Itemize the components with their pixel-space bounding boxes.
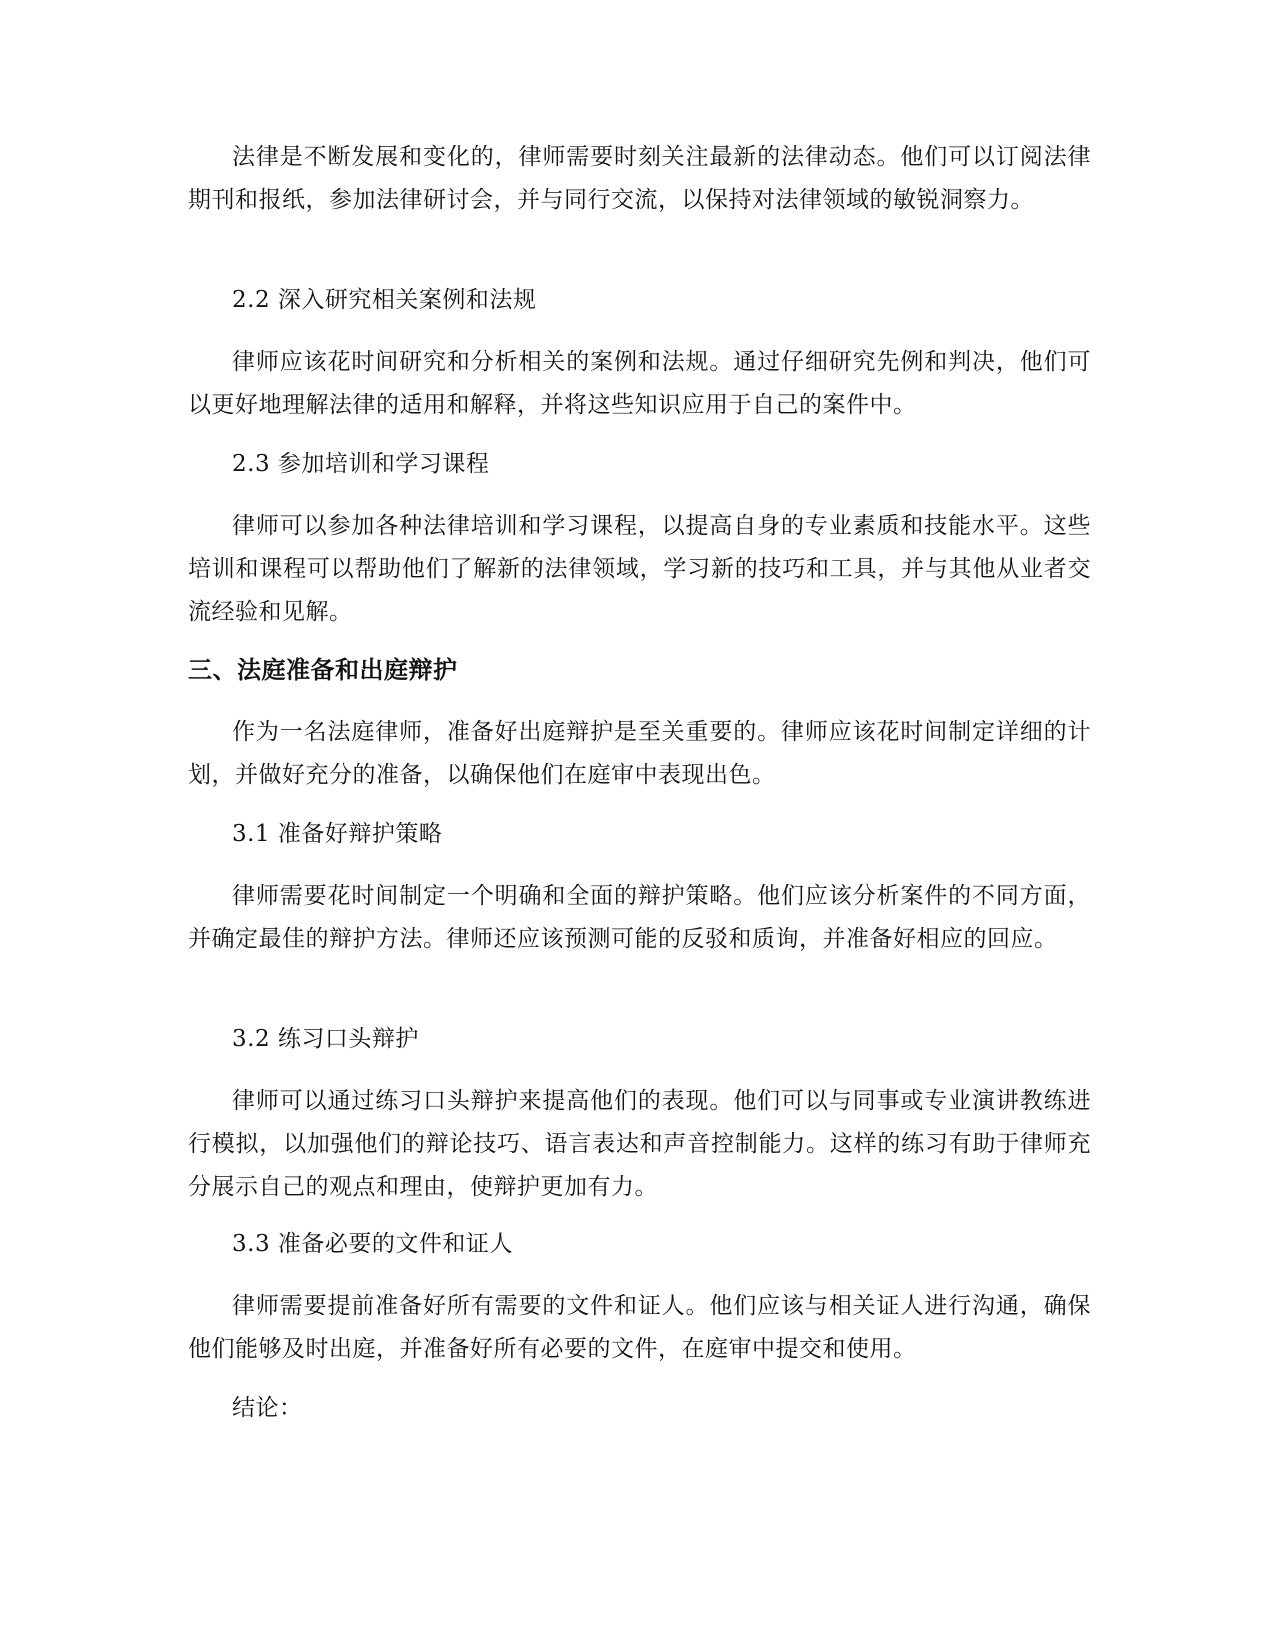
paragraph-documents-witnesses: 律师需要提前准备好所有需要的文件和证人。他们应该与相关证人进行沟通，确保他们能够及时出庭，并准备好所有必要的文件，在庭审中提交和使用。 [188,1293,1091,1362]
subheading-3-2: 3.2 练习口头辩护 [232,1026,419,1052]
subheading-2-3: 2.3 参加培训和学习课程 [232,451,490,477]
paragraph-defense-strategy: 律师需要花时间制定一个明确和全面的辩护策略。他们应该分析案件的不同方面，并确定最佳的辩护方法。律师还应该预测可能的反驳和质询，并准备好相应的回应。 [188,883,1091,952]
paragraph-court-prep: 作为一名法庭律师，准备好出庭辩护是至关重要的。律师应该花时间制定详细的计划，并做好充分的准备，以确保他们在庭审中表现出色。 [188,719,1091,788]
paragraph-oral-practice: 律师可以通过练习口头辩护来提高他们的表现。他们可以与同事或专业演讲教练进行模拟，以加强他们的辩论技巧、语言表达和声音控制能力。这样的练习有助于律师充分展示自己的观点和理由，使辩护更加有力。 [188,1088,1091,1200]
subheading-3-1: 3.1 准备好辩护策略 [232,821,443,847]
subheading-2-2: 2.2 深入研究相关案例和法规 [232,287,537,313]
conclusion-label: 结论： [232,1395,303,1421]
paragraph-legal-updates: 法律是不断发展和变化的，律师需要时刻关注最新的法律动态。他们可以订阅法律期刊和报纸，参加法律研讨会，并与同行交流，以保持对法律领域的敏锐洞察力。 [188,144,1091,213]
subheading-3-3: 3.3 准备必要的文件和证人 [232,1231,513,1257]
section-heading-3: 三、法庭准备和出庭辩护 [188,656,458,684]
paragraph-training: 律师可以参加各种法律培训和学习课程，以提高自身的专业素质和技能水平。这些培训和课程可以帮助他们了解新的法律领域，学习新的技巧和工具，并与其他从业者交流经验和见解。 [188,513,1091,625]
paragraph-case-research: 律师应该花时间研究和分析相关的案例和法规。通过仔细研究先例和判决，他们可以更好地理解法律的适用和解释，并将这些知识应用于自己的案件中。 [188,349,1091,418]
